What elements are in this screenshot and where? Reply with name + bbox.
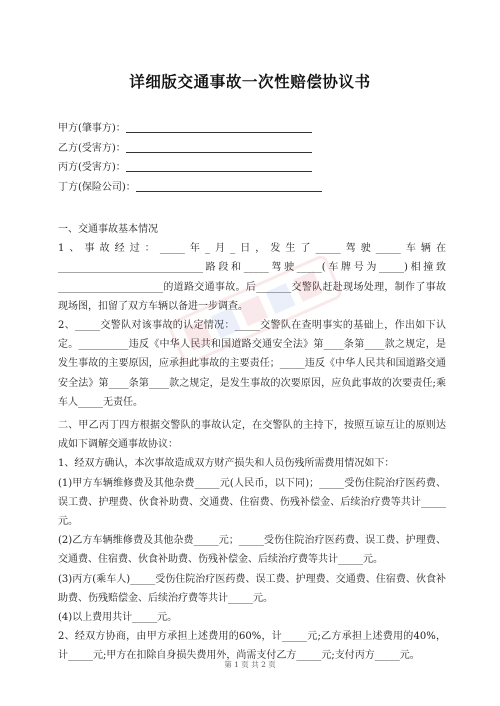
page-footer: 第 1 页 共 2 页: [224, 660, 276, 669]
paragraph-cost-sharing: 2、经双方协商，由甲方承担上述费用的60%，计_____元;乙方承担上述费用的40%，计_____元;甲方在扣除自身损失费用外，尚需支付乙方_____元;支付丙方_____元。: [58, 631, 446, 662]
paragraph-total-costs: (4)以上费用共计_____元。: [58, 612, 178, 624]
paragraph-party-c-costs: (3)丙方(乘车人)_____受伤住院治疗医药费、误工费、护理费、交通费、住宿费、伙食补助费、伤残赔偿金、后续治疗费等共计_____元。: [58, 573, 446, 604]
section-heading-1: 一、交通事故基本情况: [58, 224, 158, 235]
party-b-blank: [126, 141, 312, 153]
paragraph-police-determination: 2、_____交警队对该事故的认定情况：_____交警队在查明事实的基础上，作出如下认定。__________违反《中华人民共和国道路交通安全法》第____条第____款之规定，是发生事故的主要原因，应承担此事故的主要责任；_____违反《中华人民共和国道路交通安全法》第____条第____款之规定，是发生事故的次要原因，应负此事故的次要责任;乘车人_____无责任。: [58, 320, 446, 408]
paragraph-party-b-costs: (2)乙方车辆维修费及其他杂费_____元；_____受伤住院治疗医药费、误工费、护理费、交通费、住宿费、伙食补助费、伤残补偿金、后续治疗费等共计_____元。: [58, 535, 446, 566]
party-a-blank: [126, 121, 312, 133]
party-c-line: [58, 160, 312, 175]
party-b-line: [58, 141, 312, 156]
paragraph-cost-confirmation: 1、经双方确认，本次事故造成双方财产损失和人员伤残所需费用情况如下：: [58, 458, 395, 470]
party-a-line: [58, 121, 312, 136]
document-body: [58, 216, 446, 666]
party-d-line: [58, 180, 322, 195]
party-b-label: 乙方(受害方)：: [58, 143, 126, 154]
party-d-label: 丁方(保险公司)：: [58, 182, 136, 193]
document-title: 详细版交通事故一次性赔偿协议书: [129, 72, 371, 91]
party-a-label: 甲方(肇事方)：: [58, 123, 126, 134]
paragraph-accident-details: 1、事故经过：_____年_月_日，发生了_____驾驶_____车辆在_____________________________路段和_____驾驶_____(车牌号为_____)相撞致_____________________的道路交通事故。后_______交警队赶赴现场处理，制作了事故现场图，扣留了双方车辆以备进一步调查。: [58, 243, 446, 312]
party-c-blank: [126, 160, 312, 172]
paragraph-party-a-costs: (1)甲方车辆维修费及其他杂费_____元(人民币，以下同)；_____受伤住院治疗医药费、误工费、护理费、伙食补助费、交通费、住宿费、伤残补偿金、后续治疗费等共计_____元。: [58, 477, 446, 528]
party-d-blank: [136, 180, 322, 192]
party-c-label: 丙方(受害方)：: [58, 162, 126, 173]
section-heading-2: 二、甲乙丙丁四方根据交警队的事故认定，在交警队的主持下，按照互谅互让的原则达成如下调解交通事故协议：: [58, 420, 446, 451]
